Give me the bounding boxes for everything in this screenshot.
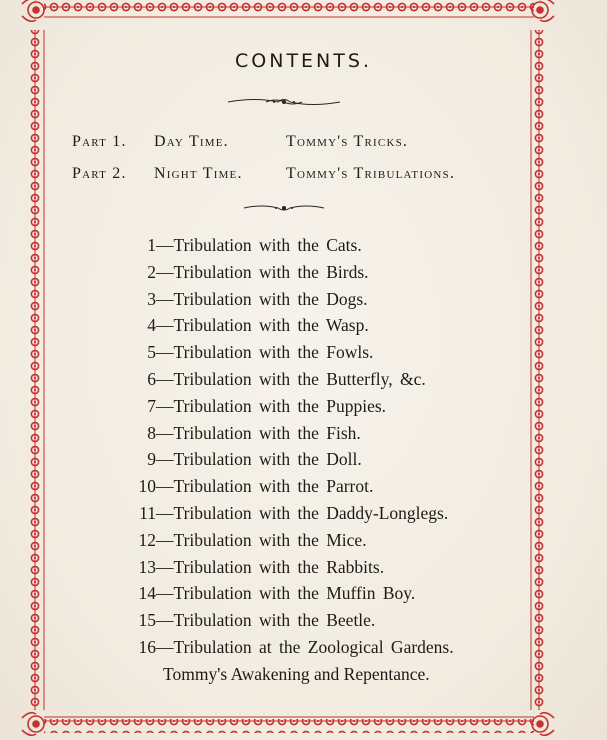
part-row bbox=[72, 158, 532, 190]
entry-dash: — bbox=[156, 610, 174, 631]
contents-entry bbox=[124, 554, 544, 581]
entry-title: Tribulation with the Fish. bbox=[173, 422, 361, 443]
contents-entry bbox=[124, 366, 544, 393]
entry-number: 2 bbox=[147, 261, 156, 282]
entry-dash: — bbox=[156, 636, 174, 657]
entry-dash: — bbox=[156, 235, 174, 255]
contents-entry bbox=[124, 259, 544, 286]
entry-dash: — bbox=[156, 315, 174, 336]
entry-dash: — bbox=[156, 449, 174, 470]
entry-dash: — bbox=[156, 368, 174, 389]
entry-title: Tribulation with the Fowls. bbox=[173, 342, 374, 363]
contents-entry bbox=[124, 420, 544, 447]
entry-number: 7 bbox=[147, 395, 156, 416]
entry-dash: — bbox=[156, 583, 174, 604]
entry-title: Tribulation with the Mice. bbox=[173, 529, 367, 550]
contents-final-entry: Tommy's Awakening and Repentance. bbox=[163, 663, 430, 684]
parts-list bbox=[72, 126, 532, 190]
part-name: Night Time. bbox=[154, 165, 243, 182]
entry-title: Tribulation with the Beetle. bbox=[173, 610, 376, 631]
contents-entry bbox=[124, 393, 544, 420]
entry-dash: — bbox=[156, 288, 174, 309]
contents-entry bbox=[124, 232, 544, 259]
entry-title: Tribulation with the Rabbits. bbox=[173, 556, 385, 577]
entry-title: Tribulation with the Dogs. bbox=[173, 288, 368, 309]
entry-dash: — bbox=[156, 395, 174, 416]
contents-entry bbox=[124, 634, 544, 661]
contents-entry bbox=[124, 446, 544, 473]
contents-entry bbox=[124, 527, 544, 554]
entry-dash: — bbox=[156, 502, 174, 523]
entry-number: 15 bbox=[138, 610, 156, 631]
entry-number: 8 bbox=[147, 422, 156, 443]
entry-title: Tribulation with the Doll. bbox=[173, 449, 362, 470]
contents-entry bbox=[124, 286, 544, 313]
entry-title: Tribulation with the Wasp. bbox=[173, 315, 369, 336]
entry-dash: — bbox=[156, 556, 174, 577]
entry-number: 13 bbox=[138, 556, 156, 577]
flourish-divider-middle bbox=[242, 202, 326, 214]
contents-entry bbox=[124, 312, 544, 339]
entry-dash: — bbox=[156, 529, 174, 550]
contents-list bbox=[124, 232, 544, 688]
entry-title: Tribulation with the Daddy-Longlegs. bbox=[173, 502, 449, 523]
entry-dash: — bbox=[156, 261, 174, 282]
page-title: CONTENTS. bbox=[235, 50, 372, 72]
entry-number: 3 bbox=[147, 288, 156, 309]
flourish-divider-top bbox=[226, 95, 342, 109]
entry-dash: — bbox=[156, 476, 174, 497]
entry-number: 5 bbox=[147, 342, 156, 363]
contents-entry bbox=[124, 580, 544, 607]
entry-title: Tribulation with the Parrot. bbox=[173, 476, 374, 497]
entry-title: Tribulation with the Butterfly, &c. bbox=[173, 368, 426, 389]
entry-number: 12 bbox=[138, 529, 156, 550]
contents-entry bbox=[124, 500, 544, 527]
part-row bbox=[72, 126, 532, 158]
part-subtitle: Tommy's Tribulations. bbox=[286, 165, 456, 182]
entry-number: 9 bbox=[147, 449, 156, 470]
entry-number: 16 bbox=[138, 636, 156, 657]
part-label: Part 2. bbox=[72, 165, 127, 182]
part-subtitle: Tommy's Tricks. bbox=[286, 133, 409, 150]
entry-title: Tribulation with the Cats. bbox=[173, 235, 362, 255]
entry-number: 11 bbox=[139, 502, 156, 523]
entry-number: 14 bbox=[138, 583, 156, 604]
entry-dash: — bbox=[156, 342, 174, 363]
entry-dash: — bbox=[156, 422, 174, 443]
entry-number: 1 bbox=[147, 235, 156, 255]
part-label: Part 1. bbox=[72, 133, 127, 150]
entry-title: Tribulation with the Puppies. bbox=[173, 395, 387, 416]
entry-number: 10 bbox=[138, 476, 156, 497]
entry-title: Tribulation at the Zoological Gardens. bbox=[173, 636, 454, 657]
contents-entry bbox=[124, 473, 544, 500]
entry-number: 6 bbox=[147, 368, 156, 389]
entry-number: 4 bbox=[147, 315, 156, 336]
contents-entry bbox=[124, 339, 544, 366]
contents-entry bbox=[124, 607, 544, 634]
part-name: Day Time. bbox=[154, 133, 229, 150]
entry-title: Tribulation with the Muffin Boy. bbox=[173, 583, 416, 604]
entry-title: Tribulation with the Birds. bbox=[173, 261, 369, 282]
